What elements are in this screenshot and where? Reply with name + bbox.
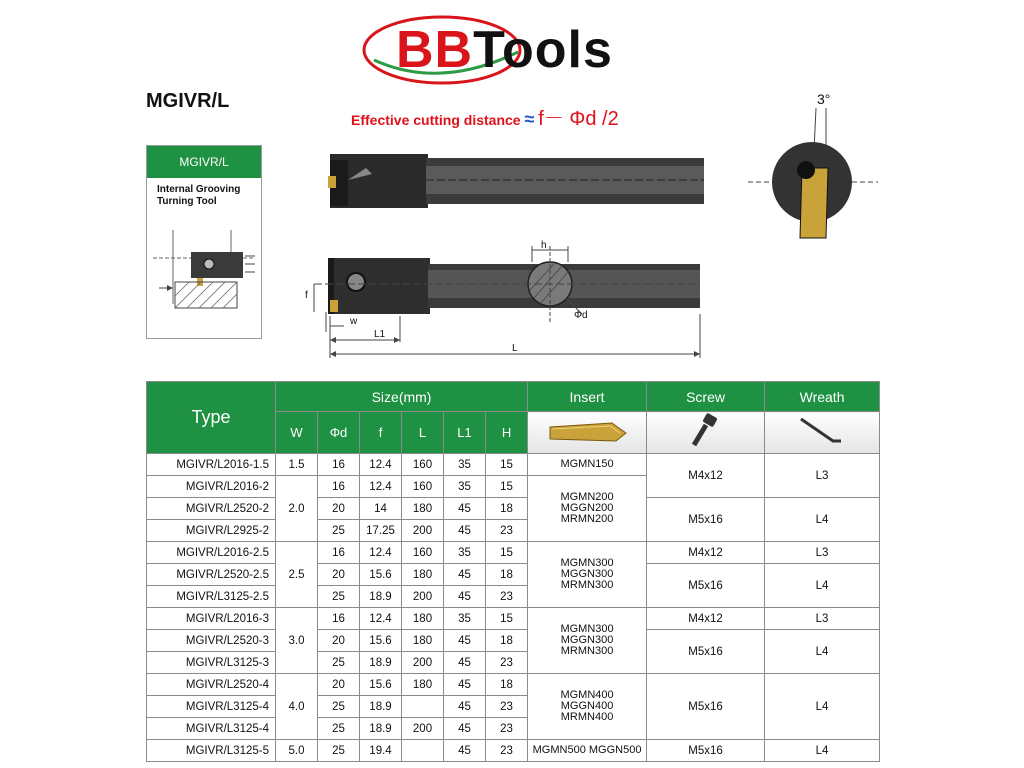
l-cell <box>402 696 444 718</box>
wreath-cell: L4 <box>765 630 880 674</box>
phid-cell: 20 <box>318 498 360 520</box>
dim-label-f: f <box>305 290 308 301</box>
l1-cell: 45 <box>444 520 486 542</box>
l1-cell: 35 <box>444 476 486 498</box>
insert-image-icon <box>542 417 632 445</box>
l-cell: 200 <box>402 520 444 542</box>
h-cell: 23 <box>486 740 528 762</box>
phid-cell: 25 <box>318 586 360 608</box>
boring-diagram-icon <box>147 226 261 336</box>
l-cell: 180 <box>402 630 444 652</box>
l-cell: 180 <box>402 674 444 696</box>
f-cell: 15.6 <box>360 564 402 586</box>
type-cell: MGIVR/L2520-4 <box>147 674 276 696</box>
f-cell: 15.6 <box>360 674 402 696</box>
insert-line: MGGN300 <box>560 634 614 646</box>
l1-cell: 35 <box>444 542 486 564</box>
f-cell: 12.4 <box>360 542 402 564</box>
table-row <box>147 542 880 564</box>
w-cell: 5.0 <box>276 740 318 762</box>
model-title: MGIVR/L <box>146 90 230 112</box>
header-type: Type <box>147 382 276 454</box>
wreath-cell: L3 <box>765 608 880 630</box>
header-size: Size(mm) <box>276 382 528 412</box>
f-cell: 18.9 <box>360 696 402 718</box>
header-screw: Screw <box>647 382 765 412</box>
wrench-image-cell <box>765 412 880 454</box>
f-cell: 18.9 <box>360 652 402 674</box>
h-cell: 23 <box>486 520 528 542</box>
insert-cell: MGMN150 <box>528 454 647 476</box>
phid-cell: 25 <box>318 740 360 762</box>
angle-label: 3° <box>817 91 831 107</box>
info-box-header: MGIVR/L <box>147 146 261 178</box>
table-row <box>147 454 880 476</box>
dim-label-phid: Φd <box>574 310 588 321</box>
insert-cell: MGMN500 MGGN500 <box>528 740 647 762</box>
wreath-cell: L4 <box>765 740 880 762</box>
l-cell: 160 <box>402 454 444 476</box>
screw-cell: M4x12 <box>647 454 765 498</box>
dim-label-l: L <box>512 343 518 354</box>
type-cell: MGIVR/L3125-4 <box>147 718 276 740</box>
l-cell: 200 <box>402 652 444 674</box>
phid-cell: 25 <box>318 696 360 718</box>
tool-top-view-drawing <box>326 152 706 214</box>
h-cell: 15 <box>486 608 528 630</box>
h-cell: 15 <box>486 476 528 498</box>
type-cell: MGIVR/L2925-2 <box>147 520 276 542</box>
type-cell: MGIVR/L3125-5 <box>147 740 276 762</box>
screw-cell: M5x16 <box>647 564 765 608</box>
table-row <box>147 740 880 762</box>
insert-cell <box>528 674 647 740</box>
f-cell: 12.4 <box>360 454 402 476</box>
phid-cell: 16 <box>318 476 360 498</box>
insert-line: MRMN300 <box>560 579 614 591</box>
dim-label-l1: L1 <box>374 329 386 340</box>
w-cell: 3.0 <box>276 608 318 674</box>
wreath-cell: L4 <box>765 674 880 740</box>
l-cell: 200 <box>402 718 444 740</box>
tool-end-view-drawing <box>748 104 878 244</box>
formula-expression: f－ Φd /2 <box>538 108 619 130</box>
insert-cell <box>528 542 647 608</box>
insert-line: MRMN400 <box>560 711 614 723</box>
table-row <box>147 608 880 630</box>
insert-cell <box>528 476 647 542</box>
l-cell <box>402 740 444 762</box>
type-cell: MGIVR/L3125-3 <box>147 652 276 674</box>
f-cell: 12.4 <box>360 476 402 498</box>
l1-cell: 45 <box>444 630 486 652</box>
phid-cell: 25 <box>318 718 360 740</box>
screw-cell: M5x16 <box>647 740 765 762</box>
screw-icon <box>686 413 726 449</box>
h-cell: 18 <box>486 498 528 520</box>
dim-label-w: w <box>350 316 358 327</box>
phid-cell: 16 <box>318 542 360 564</box>
h-cell: 15 <box>486 454 528 476</box>
info-desc-line2: Turning Tool <box>157 196 217 207</box>
h-cell: 23 <box>486 652 528 674</box>
f-cell: 18.9 <box>360 718 402 740</box>
info-desc-line1: Internal Grooving <box>157 184 241 195</box>
w-cell: 2.5 <box>276 542 318 608</box>
type-cell: MGIVR/L2520-2 <box>147 498 276 520</box>
type-cell: MGIVR/L2016-1.5 <box>147 454 276 476</box>
f-cell: 14 <box>360 498 402 520</box>
l-cell: 160 <box>402 542 444 564</box>
phid-cell: 16 <box>318 454 360 476</box>
subheader-l: L <box>402 412 444 454</box>
wrench-icon <box>797 413 847 449</box>
l1-cell: 45 <box>444 652 486 674</box>
brand-logo <box>360 8 660 88</box>
phid-cell: 25 <box>318 520 360 542</box>
f-cell: 12.4 <box>360 608 402 630</box>
phid-cell: 16 <box>318 608 360 630</box>
insert-line: MGMN300 <box>560 623 614 635</box>
l1-cell: 35 <box>444 608 486 630</box>
tool-side-view-drawing <box>300 236 710 362</box>
type-cell: MGIVR/L2016-2 <box>147 476 276 498</box>
phid-cell: 20 <box>318 630 360 652</box>
h-cell: 18 <box>486 564 528 586</box>
subheader-w: W <box>276 412 318 454</box>
wreath-cell: L3 <box>765 542 880 564</box>
f-cell: 17.25 <box>360 520 402 542</box>
insert-line: MGMN200 <box>560 491 614 503</box>
phid-cell: 25 <box>318 652 360 674</box>
l1-cell: 45 <box>444 498 486 520</box>
h-cell: 23 <box>486 586 528 608</box>
screw-image-cell <box>647 412 765 454</box>
f-cell: 15.6 <box>360 630 402 652</box>
type-cell: MGIVR/L3125-4 <box>147 696 276 718</box>
l1-cell: 35 <box>444 454 486 476</box>
l-cell: 180 <box>402 498 444 520</box>
cutting-distance-formula <box>351 102 619 131</box>
spec-table <box>146 381 880 762</box>
table-row <box>147 674 880 696</box>
type-cell: MGIVR/L2520-2.5 <box>147 564 276 586</box>
subheader-h: H <box>486 412 528 454</box>
subheader-f: f <box>360 412 402 454</box>
subheader-phid: Φd <box>318 412 360 454</box>
l1-cell: 45 <box>444 718 486 740</box>
insert-line: MGMN400 <box>560 689 614 701</box>
insert-cell <box>528 608 647 674</box>
phid-cell: 20 <box>318 674 360 696</box>
subheader-l1: L1 <box>444 412 486 454</box>
table-row <box>147 564 880 586</box>
screw-cell: M5x16 <box>647 674 765 740</box>
phid-cell: 20 <box>318 564 360 586</box>
w-cell: 4.0 <box>276 674 318 740</box>
table-row <box>147 630 880 652</box>
insert-line: MGGN300 <box>560 568 614 580</box>
l1-cell: 45 <box>444 586 486 608</box>
info-box-description <box>157 184 240 208</box>
h-cell: 23 <box>486 696 528 718</box>
l1-cell: 45 <box>444 674 486 696</box>
insert-image-cell <box>528 412 647 454</box>
f-cell: 18.9 <box>360 586 402 608</box>
wreath-cell: L4 <box>765 498 880 542</box>
screw-cell: M5x16 <box>647 630 765 674</box>
formula-approx: ≈ <box>524 109 535 129</box>
logo-bb: BB <box>396 21 474 79</box>
l-cell: 180 <box>402 564 444 586</box>
header-wreath: Wreath <box>765 382 880 412</box>
h-cell: 23 <box>486 718 528 740</box>
screw-cell: M4x12 <box>647 542 765 564</box>
screw-cell: M4x12 <box>647 608 765 630</box>
tool-info-box <box>146 145 262 339</box>
w-cell: 1.5 <box>276 454 318 476</box>
h-cell: 18 <box>486 674 528 696</box>
insert-line: MRMN200 <box>560 513 614 525</box>
type-cell: MGIVR/L2016-3 <box>147 608 276 630</box>
table-row <box>147 498 880 520</box>
formula-label: Effective cutting distance <box>351 112 521 128</box>
header-insert: Insert <box>528 382 647 412</box>
l-cell: 180 <box>402 608 444 630</box>
dim-label-h: h <box>541 240 547 251</box>
insert-line: MGMN300 <box>560 557 614 569</box>
l1-cell: 45 <box>444 564 486 586</box>
l-cell: 160 <box>402 476 444 498</box>
f-cell: 19.4 <box>360 740 402 762</box>
insert-line: MGGN400 <box>560 700 614 712</box>
type-cell: MGIVR/L2520-3 <box>147 630 276 652</box>
w-cell: 2.0 <box>276 476 318 542</box>
logo-tools: Tools <box>473 21 613 79</box>
screw-cell: M5x16 <box>647 498 765 542</box>
h-cell: 15 <box>486 542 528 564</box>
l1-cell: 45 <box>444 740 486 762</box>
wreath-cell: L3 <box>765 454 880 498</box>
l-cell: 200 <box>402 586 444 608</box>
type-cell: MGIVR/L2016-2.5 <box>147 542 276 564</box>
logo-text <box>396 21 613 79</box>
h-cell: 18 <box>486 630 528 652</box>
wreath-cell: L4 <box>765 564 880 608</box>
insert-line: MGGN200 <box>560 502 614 514</box>
insert-line: MRMN300 <box>560 645 614 657</box>
l1-cell: 45 <box>444 696 486 718</box>
type-cell: MGIVR/L3125-2.5 <box>147 586 276 608</box>
